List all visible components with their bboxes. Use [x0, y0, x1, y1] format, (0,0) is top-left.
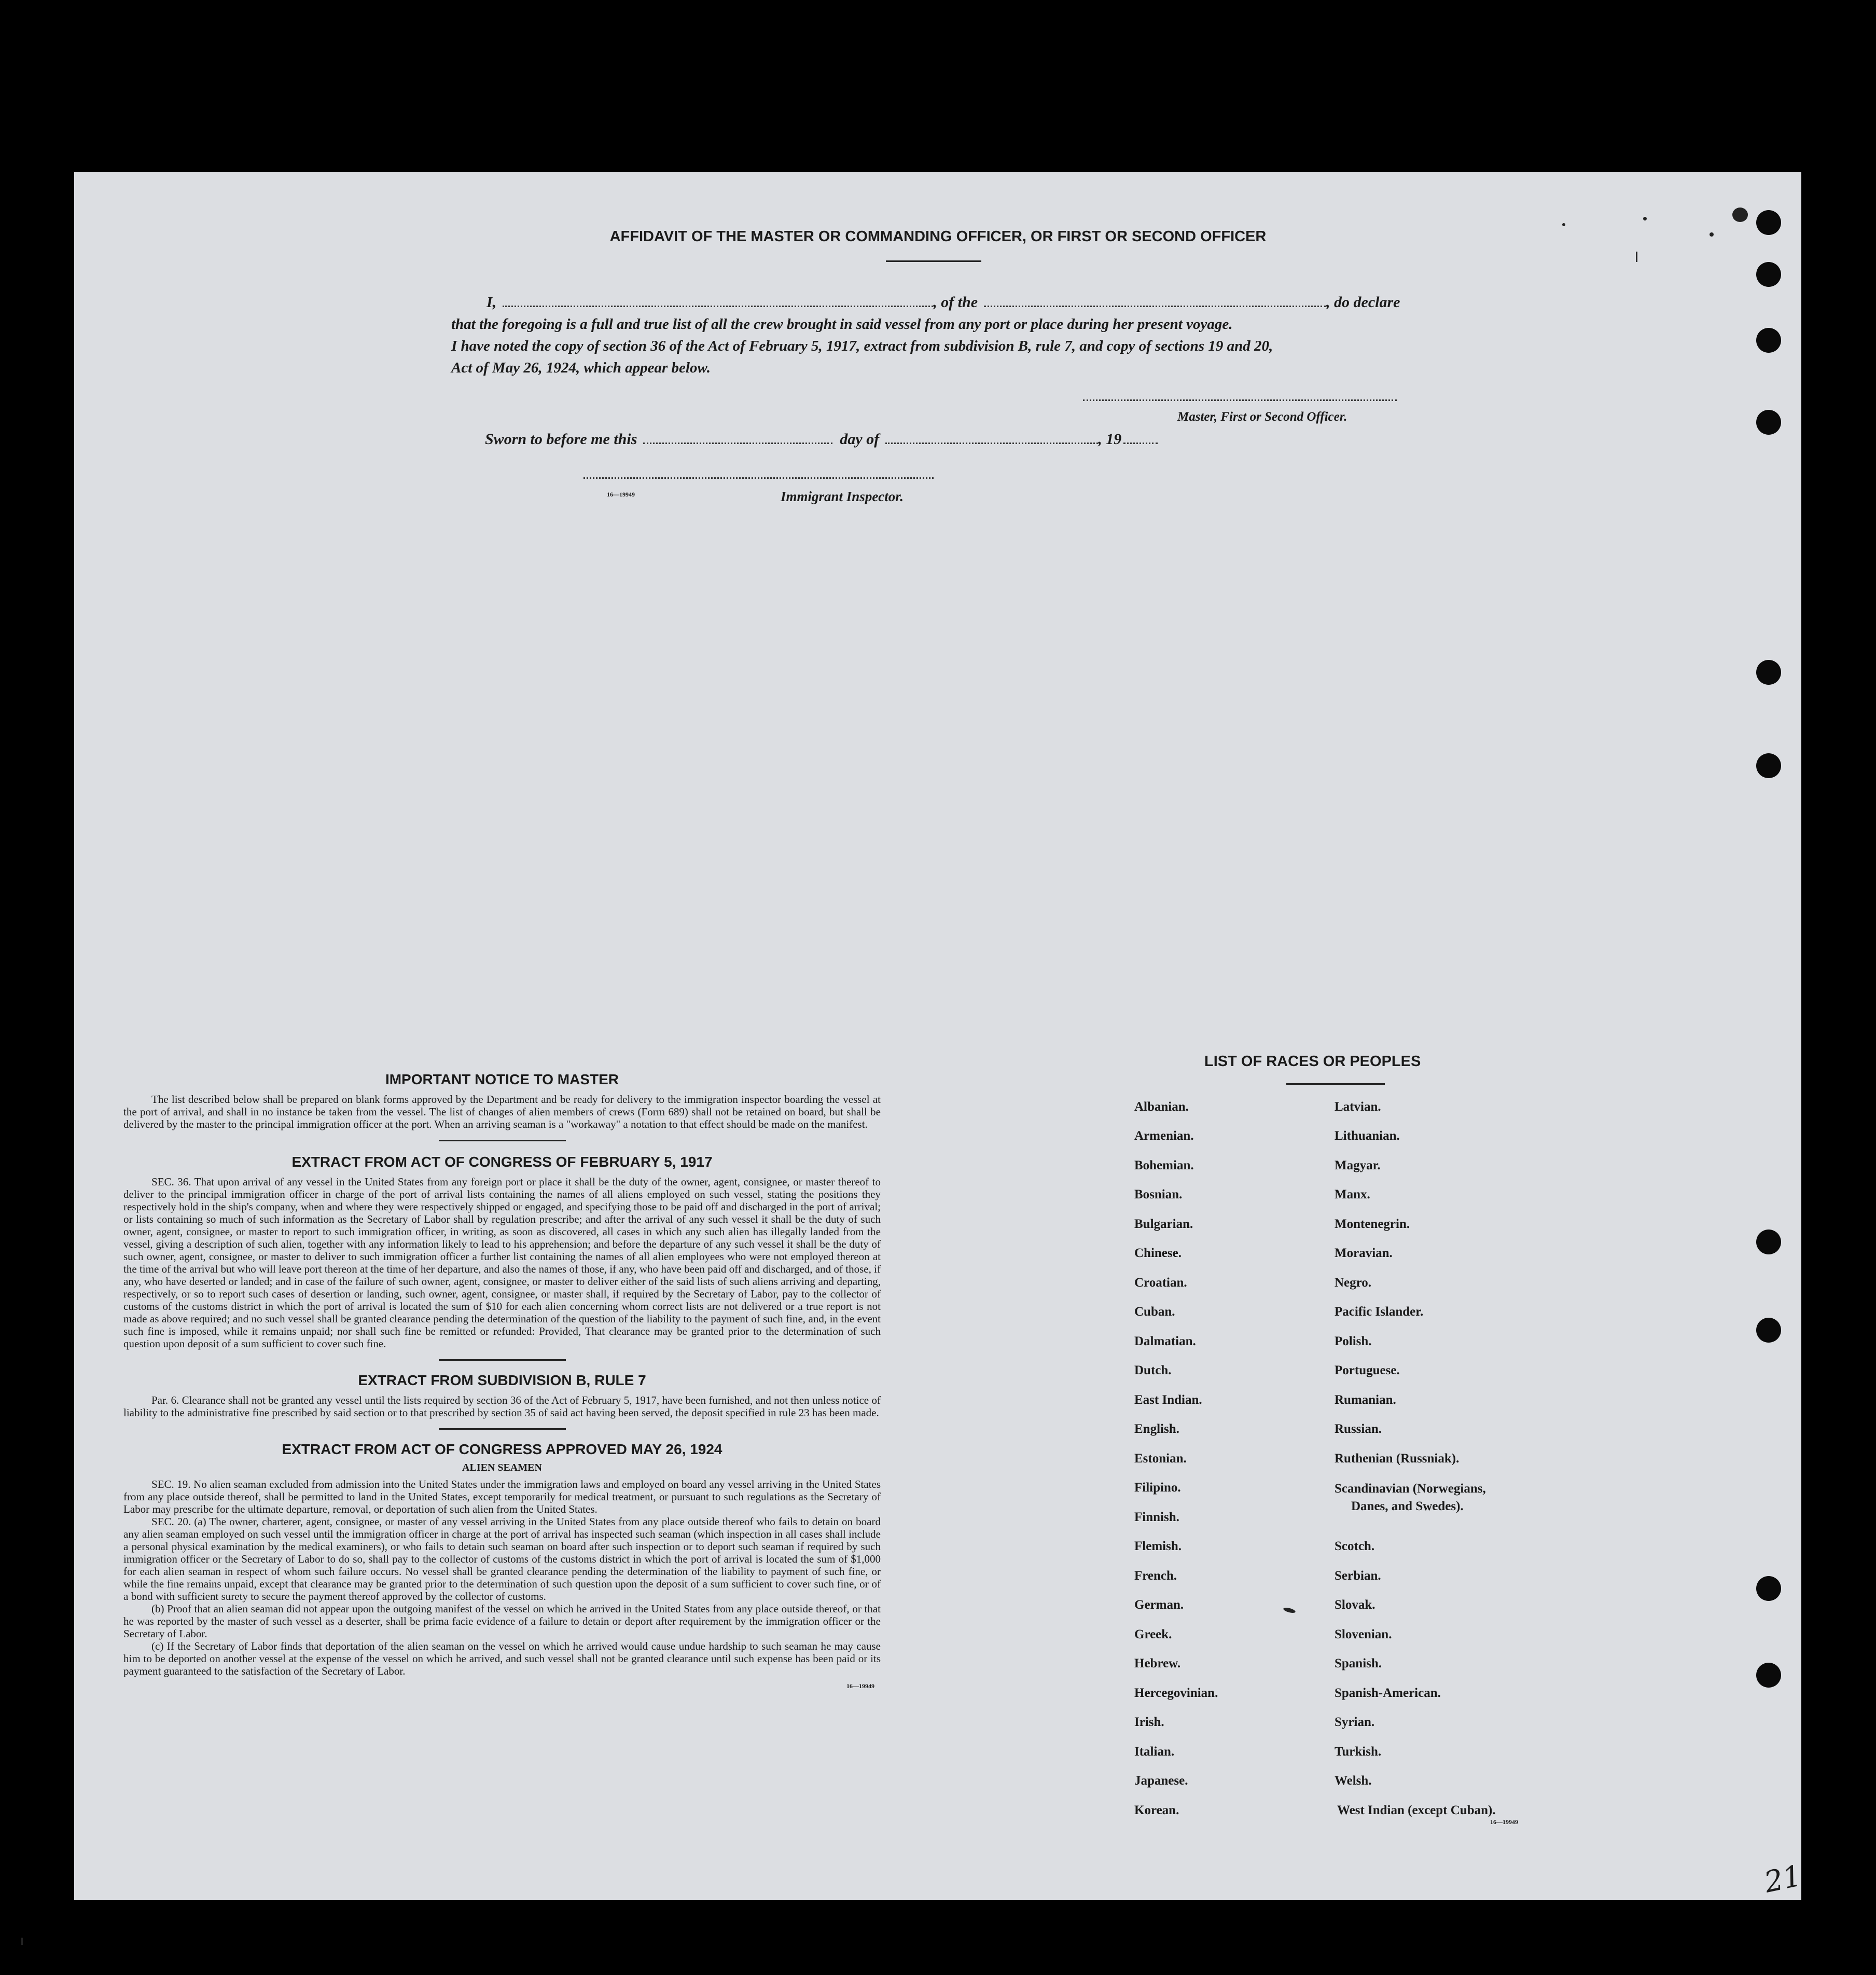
race-item: Italian. — [1134, 1745, 1175, 1759]
affidavit-of-the: , of the — [933, 294, 978, 311]
race-item: Bohemian. — [1134, 1158, 1194, 1172]
rule-7-title: EXTRACT FROM SUBDIVISION B, RULE 7 — [358, 1372, 646, 1388]
race-item: Finnish. — [1134, 1510, 1179, 1524]
race-item: Hebrew. — [1134, 1656, 1181, 1670]
race-item: Magyar. — [1335, 1158, 1381, 1172]
legal-notices — [123, 1071, 881, 1690]
race-item: Hercegovinian. — [1134, 1686, 1218, 1700]
binder-hole — [1756, 1230, 1781, 1254]
sec-20b-text: (b) Proof that an alien seaman did not appear upon the outgoing manifest of the vessel on which he arrived in the United States from any place outside thereof, or that he was reported by the master of such vessel as a deserter, shall be prima facie evidence of a failure to detain or deport after requirement by the immigration officer or the Secretary of Labor. — [123, 1603, 881, 1640]
affidavit-line-3: I have noted the copy of section 36 of the Act of February 5, 1917, extract from subdivision B, rule 7, and copy of sections 19 and 20, — [451, 338, 1273, 354]
affidavit-statement — [451, 292, 1421, 379]
alien-seamen-subtitle: ALIEN SEAMEN — [462, 1462, 542, 1473]
ink-speck — [1643, 217, 1647, 220]
sworn-text: Sworn to before me this — [485, 431, 637, 448]
section-divider — [439, 1140, 566, 1141]
sec-19-text: SEC. 19. No alien seaman excluded from admission into the United States under the immigration laws and employed on board any vessel arriving in the United States from any place outside thereof, shall be permitted to land in the United States, except temporarily for medical treatment, or pursuant to such regulations as the Secretary of Labor may prescribe for the ultimate departure, removal, or deportation of such alien from the United States. — [123, 1478, 881, 1515]
extract-1917-title: EXTRACT FROM ACT OF CONGRESS OF FEBRUARY 5, 1917 — [291, 1154, 713, 1170]
race-item: Lithuanian. — [1335, 1129, 1400, 1143]
binder-hole — [1756, 328, 1781, 353]
notice-text: The list described below shall be prepared on blank forms approved by the Department and be ready for delivery to the immigration inspector boarding the vessel at the port of arrival, and shall in no instance be taken from the vessel. The list of changes of alien members of crews (Form 689) shall not be retained on board, but shall be delivered by the master to the principal immigration officer at the port. When an arriving seaman is a "workaway" a notation to that effect should be made on the manifest. — [123, 1093, 881, 1130]
race-item: Dutch. — [1134, 1363, 1172, 1377]
sworn-day-field[interactable] — [643, 443, 832, 444]
year-text: , 19 — [1098, 431, 1122, 448]
race-item: Bosnian. — [1134, 1187, 1183, 1201]
race-item: Scotch. — [1335, 1539, 1375, 1553]
race-item: Japanese. — [1134, 1774, 1188, 1788]
extract-1917-text: SEC. 36. That upon arrival of any vessel in the United States from any foreign port or place it shall be the duty of the owner, agent, consignee, or master thereof to deliver to the principal immigration officer in charge of the port of arrival lists containing the names of all aliens employed on such vessel, stating the positions they respectively hold in the ship's company, when and where they were respectively shipped or engaged, and specifying those to be paid off and discharged in the port of arrival; or lists containing so much of such information as the Secretary of Labor shall by regulation prescribe; and after the arrival of any such vessel it shall be the duty of such owner, agent, consignee, or master to report to such immigration officer, in writing, as soon as discovered, all cases in which any such alien has illegally landed from the vessel, giving a description of such alien, together with any information likely to lead to his apprehension; and before the departure of any such vessel it shall be the duty of such owner, agent, consignee, or master to deliver to such immigration officer a further list containing the names of all alien employees who were not employed thereon at the time of the arrival but who will leave port thereon at the time of her departure, and also the names of those, if any, who have been paid off and discharged, and of those, if any, who have deserted or landed; and in case of the failure of such owner, agent, consignee, or master to deliver either of the said lists of such aliens arriving and departing, respectively, or so to report such cases of desertion or landing, such owner, agent, consignee, or master shall, if required by the Secretary of Labor, pay to the collector of customs of the customs district in which the port of arrival is located the sum of $10 for each alien concerning whom correct lists are not delivered or a true report is not made as above required; and no such vessel shall be granted clearance pending the determination of the question of the liability to the payment of such fine, and, in the event such fine is imposed, while it remains unpaid; nor shall such fine be remitted or refunded: Provided, That clearance may be granted prior to the determination of such question upon deposit of a sum sufficient to cover such fine. — [123, 1176, 881, 1350]
race-item: Montenegrin. — [1335, 1217, 1410, 1231]
inspector-signature-field[interactable] — [583, 477, 934, 479]
race-item: Croatian. — [1134, 1276, 1187, 1290]
races-title: LIST OF RACES OR PEOPLES — [1204, 1053, 1421, 1070]
race-item: Negro. — [1335, 1276, 1372, 1290]
race-item: Pacific Islander. — [1335, 1305, 1424, 1319]
race-item: Estonian. — [1134, 1452, 1187, 1466]
race-item: Serbian. — [1335, 1569, 1381, 1583]
race-item: Korean. — [1134, 1803, 1179, 1817]
race-item: Cuban. — [1134, 1305, 1175, 1319]
affidavit-line-4: Act of May 26, 1924, which appear below. — [451, 360, 711, 376]
race-item: Greek. — [1134, 1627, 1172, 1641]
affidavit-declare: , do declare — [1326, 294, 1400, 311]
handwritten-page-number: 21 — [1761, 1859, 1805, 1900]
binder-hole — [1756, 753, 1781, 778]
race-item: Slovenian. — [1335, 1627, 1392, 1641]
sworn-month-field[interactable] — [885, 443, 1098, 444]
race-item: Portuguese. — [1335, 1363, 1400, 1377]
section-divider — [439, 1359, 566, 1361]
race-item: Moravian. — [1335, 1246, 1393, 1260]
sworn-year-field[interactable] — [1123, 443, 1158, 444]
race-item: Spanish. — [1335, 1656, 1382, 1670]
binder-hole — [1756, 660, 1781, 685]
master-signature-label: Master, First or Second Officer. — [1177, 410, 1347, 424]
race-item: Flemish. — [1134, 1539, 1182, 1553]
race-item: Latvian. — [1335, 1100, 1381, 1114]
day-of-text: day of — [840, 431, 880, 448]
notice-title: IMPORTANT NOTICE TO MASTER — [385, 1071, 619, 1087]
race-item: German. — [1134, 1598, 1184, 1612]
section-divider — [439, 1428, 566, 1430]
race-item: Rumanian. — [1335, 1393, 1396, 1407]
vessel-name-field[interactable] — [984, 306, 1326, 307]
race-item: Chinese. — [1134, 1246, 1182, 1260]
affidavit-title: AFFIDAVIT OF THE MASTER OR COMMANDING OFFICER, OR FIRST OR SECOND OFFICER — [609, 228, 1267, 245]
binder-hole — [1756, 1318, 1781, 1343]
form-number: 16—19949 — [846, 1682, 874, 1690]
race-item: Welsh. — [1335, 1774, 1372, 1788]
binder-hole — [1756, 1663, 1781, 1688]
ink-speck — [1562, 223, 1565, 226]
declarant-name-field[interactable] — [503, 306, 933, 307]
race-item: Danes, and Swedes). — [1351, 1499, 1464, 1513]
race-item: French. — [1134, 1569, 1177, 1583]
ink-blot — [1732, 208, 1748, 222]
ink-speck — [21, 1938, 23, 1945]
race-item: Slovak. — [1335, 1598, 1375, 1612]
master-signature-field[interactable] — [1083, 399, 1397, 401]
race-item: Ruthenian (Russniak). — [1335, 1452, 1460, 1466]
race-item: Dalmatian. — [1134, 1334, 1196, 1348]
races-divider — [1286, 1083, 1385, 1085]
race-item: Irish. — [1134, 1715, 1164, 1729]
binder-hole — [1756, 262, 1781, 287]
race-item: English. — [1134, 1422, 1179, 1436]
extract-1924-title: EXTRACT FROM ACT OF CONGRESS APPROVED MAY 26, 1924 — [282, 1441, 722, 1457]
title-divider — [886, 260, 981, 262]
race-item: Scandinavian (Norwegians, — [1335, 1482, 1486, 1496]
rule-7-text: Par. 6. Clearance shall not be granted any vessel until the lists required by section 36 of the Act of February 5, 1917, have been furnished, and not then unless notice of liability to the administrative fine prescribed by said section or to that prescribed by section 35 of said act having been served, the deposit specified in rule 23 has been made. — [123, 1394, 881, 1419]
sworn-line — [485, 431, 1158, 448]
race-item: Armenian. — [1134, 1129, 1194, 1143]
form-number: 16—19949 — [607, 491, 635, 498]
sec-20c-text: (c) If the Secretary of Labor finds that deportation of the alien seaman on the vessel on which he arrived would cause undue hardship to such seaman he may cause him to be deported on another vessel at the expense of the vessel on which he arrived, and such vessel shall not be granted clearance until such expense has been paid or its payment guaranteed to the satisfaction of the Secretary of Labor. — [123, 1640, 881, 1677]
race-item: Albanian. — [1134, 1100, 1189, 1114]
form-number: 16—19949 — [1490, 1818, 1518, 1826]
ink-speck — [1710, 232, 1714, 237]
race-item: Russian. — [1335, 1422, 1382, 1436]
race-item: West Indian (except Cuban). — [1337, 1803, 1496, 1817]
race-item: Filipino. — [1134, 1481, 1181, 1495]
inspector-label: Immigrant Inspector. — [781, 489, 904, 504]
sec-20a-text: SEC. 20. (a) The owner, charterer, agent, consignee, or master of any vessel arriving in the United States from any place outside thereof who fails to detain on board any alien seaman employed on such vessel until the immigration officer in charge at the port of arrival has inspected such seaman (which inspection in all cases shall include a personal physical examination by the medical examiners), or who fails to detain such seaman on board after such inspection or to deport such seaman if required by such immigration officer or the Secretary of Labor to do so, shall pay to the collector of customs of the customs district in which the port of arrival is located the sum of $1,000 for each alien seaman in respect of whom such failure occurs. No vessel shall be granted clearance pending the determination of the liability to payment of such fine, or while the fine remains unpaid, except that clearance may be granted prior to the determination of such question upon the deposit of a sum sufficient to cover such fine, or of a bond with sufficient surety to secure the payment thereof approved by the collector of customs. — [123, 1515, 881, 1603]
race-item: Syrian. — [1335, 1715, 1375, 1729]
affidavit-i: I, — [487, 294, 497, 311]
race-item: Manx. — [1335, 1187, 1370, 1201]
race-item: Polish. — [1335, 1334, 1372, 1348]
affidavit-line-2: that the foregoing is a full and true list of all the crew brought in said vessel from any port or place during her present voyage. — [451, 316, 1233, 333]
ink-speck — [1636, 252, 1637, 262]
race-item: Turkish. — [1335, 1745, 1382, 1759]
race-item: Bulgarian. — [1134, 1217, 1193, 1231]
race-item: Spanish-American. — [1335, 1686, 1441, 1700]
binder-hole — [1756, 410, 1781, 435]
binder-hole — [1756, 1576, 1781, 1601]
race-item: East Indian. — [1134, 1393, 1202, 1407]
